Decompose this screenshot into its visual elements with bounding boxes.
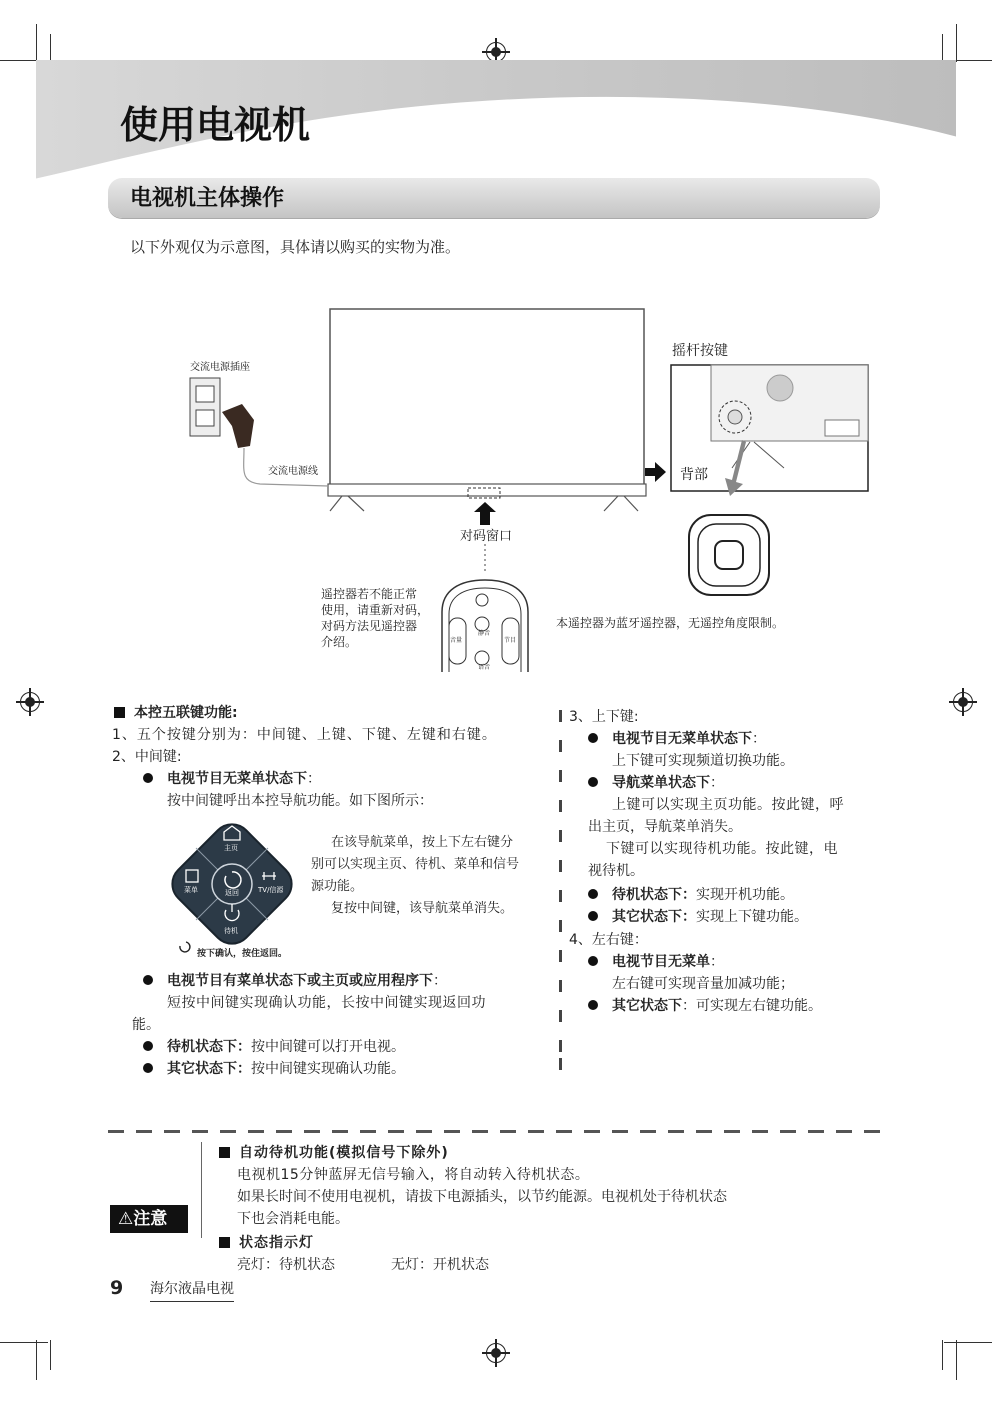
bullet-icon: [588, 1000, 598, 1010]
square-bullet-icon: [114, 707, 125, 718]
page-number: 9: [110, 1277, 124, 1299]
left-item1: 1、五个按键分别为：中间键、上键、下键、左键和右键。: [112, 727, 497, 743]
left-bullet1-text: 按中间键呼出本控导航功能。如下图所示：: [167, 793, 433, 809]
column-divider: [559, 950, 562, 962]
left-bullet2: 电视节目有菜单状态下或主页或应用程序下：: [143, 970, 447, 992]
square-bullet-icon: [219, 1147, 230, 1158]
right-bullet2-text: 下键可以实现待机功能。按此键，电: [606, 841, 838, 857]
notice-badge: ⚠注意: [110, 1205, 188, 1233]
notice-text-2: 如果长时间不使用电视机，请拔下电源插头，以节约能源。电视机处于待机状态: [237, 1189, 727, 1205]
bullet-icon: [588, 889, 598, 899]
right-bullet1-text: 上下键可实现频道切换功能。: [612, 753, 794, 769]
registration-mark-icon: [953, 692, 973, 712]
crop-mark: [50, 34, 51, 62]
left-bullet1: 电视节目无菜单状态下：: [143, 768, 321, 790]
right-bullet2-text: 上键可以实现主页功能。按此键，呼: [612, 797, 844, 813]
remote-volume-label: 音量: [450, 637, 463, 644]
right-bullet5: 电视节目无菜单：: [588, 951, 724, 973]
notice-divider: [201, 1142, 202, 1238]
bullet-icon: [143, 773, 153, 783]
crop-mark: [36, 1340, 37, 1380]
notice-text-2: 下也会消耗电能。: [237, 1211, 349, 1227]
nav-standby-label: 待机: [224, 927, 238, 935]
section-title: 电视机主体操作: [130, 186, 285, 211]
registration-mark-icon: [20, 692, 40, 712]
crop-mark: [942, 34, 943, 62]
square-bullet-icon: [219, 1237, 230, 1248]
nav-hint: 按下确认，按住返回。: [197, 949, 288, 959]
status-on-text: 亮灯：待机状态: [237, 1257, 335, 1273]
nav-home-label: 主页: [224, 844, 238, 852]
column-divider: [559, 830, 562, 842]
bullet-icon: [588, 956, 598, 966]
joystick-label: 摇杆按键: [672, 343, 728, 359]
left-heading: 本控五联键功能:: [114, 702, 238, 724]
intro-text: 以下外观仅为示意图，具体请以购买的实物为准。: [130, 238, 461, 256]
nav-desc-line: 源功能。: [311, 879, 364, 894]
nav-desc-line: 复按中间键，该导航菜单消失。: [331, 901, 514, 916]
bluetooth-note: 本遥控器为蓝牙遥控器，无遥控角度限制。: [556, 616, 785, 630]
column-divider: [559, 1058, 562, 1070]
remote-voice-label: 语音: [478, 664, 491, 671]
nav-description: [311, 832, 519, 920]
remote-note-line: 使用，请重新对码，: [321, 603, 430, 617]
page-title: 使用电视机: [120, 103, 311, 147]
notice-heading-1: 自动待机功能(模拟信号下除外): [219, 1142, 449, 1164]
nav-back-label: 返回: [225, 889, 239, 897]
column-divider: [559, 1040, 562, 1052]
crop-mark: [50, 1340, 51, 1370]
column-divider: [559, 800, 562, 812]
nav-source-label: TV/信源: [258, 886, 284, 894]
back-label: 背部: [680, 467, 708, 483]
bullet-icon: [143, 975, 153, 985]
crop-mark: [944, 1342, 992, 1343]
bullet-icon: [588, 733, 598, 743]
remote-mute-label: 静音: [478, 630, 491, 637]
footer-brand: 海尔液晶电视: [150, 1278, 234, 1302]
remote-note: [321, 586, 429, 650]
column-divider: [559, 860, 562, 872]
column-divider: [559, 980, 562, 992]
right-bullet5-text: 左右键可实现音量加减功能；: [612, 976, 794, 992]
pairing-window-label: 对码窗口: [460, 529, 513, 544]
right-bullet3: 待机状态下：实现开机功能。: [588, 884, 794, 906]
notice-text-1: 电视机15分钟蓝屏无信号输入，将自动转入待机状态。: [237, 1167, 590, 1183]
nav-desc-line: 别可以实现主页、待机、菜单和信号: [311, 857, 520, 872]
right-bullet2-text: 出主页，导航菜单消失。: [588, 819, 742, 835]
crop-mark: [36, 24, 37, 62]
right-bullet2: 导航菜单状态下：: [588, 772, 724, 794]
nav-desc-line: 在该导航菜单，按上下左右键分: [331, 835, 514, 850]
remote-note-line: 遥控器若不能正常: [321, 587, 418, 601]
power-socket-label: 交流电源插座: [190, 362, 250, 373]
notice-separator: [108, 1130, 882, 1133]
bullet-icon: [143, 1041, 153, 1051]
crop-mark: [956, 24, 957, 62]
left-bullet2-text: 短按中间键实现确认功能，长按中间键实现返回功: [167, 995, 486, 1011]
column-divider: [559, 770, 562, 782]
crop-mark: [942, 1340, 943, 1370]
registration-mark-icon: [486, 42, 506, 62]
crop-mark: [956, 1340, 957, 1380]
column-divider: [559, 920, 562, 932]
left-bullet2-text: 能。: [132, 1017, 160, 1033]
right-bullet6: 其它状态下：可实现左右键功能。: [588, 995, 822, 1017]
nav-menu-label: 菜单: [184, 886, 198, 894]
bullet-icon: [588, 911, 598, 921]
right-bullet4: 其它状态下：实现上下键功能。: [588, 906, 808, 928]
notice-heading-2: 状态指示灯: [219, 1232, 314, 1254]
remote-note-line: 对码方法见遥控器: [321, 619, 418, 633]
left-bullet3: 待机状态下：按中间键可以打开电视。: [143, 1036, 405, 1058]
right-item3: 3、上下键:: [569, 709, 639, 725]
right-bullet1: 电视节目无菜单状态下：: [588, 728, 766, 750]
warning-icon: ⚠: [118, 1209, 134, 1229]
crop-mark: [0, 1342, 48, 1343]
column-divider: [559, 710, 562, 722]
power-cord-label: 交流电源线: [268, 466, 318, 477]
column-divider: [559, 740, 562, 752]
left-bullet4: 其它状态下：按中间键实现确认功能。: [143, 1058, 405, 1080]
right-bullet2-text: 视待机。: [588, 863, 644, 879]
status-off-text: 无灯：开机状态: [391, 1257, 489, 1273]
registration-mark-icon: [486, 1343, 506, 1363]
remote-note-line: 介绍。: [321, 635, 358, 649]
left-item2: 2、中间键:: [112, 749, 182, 765]
remote-channel-label: 节目: [504, 637, 517, 644]
bullet-icon: [588, 777, 598, 787]
column-divider: [559, 1010, 562, 1022]
bullet-icon: [143, 1063, 153, 1073]
right-item4: 4、左右键：: [569, 932, 648, 948]
column-divider: [559, 890, 562, 902]
